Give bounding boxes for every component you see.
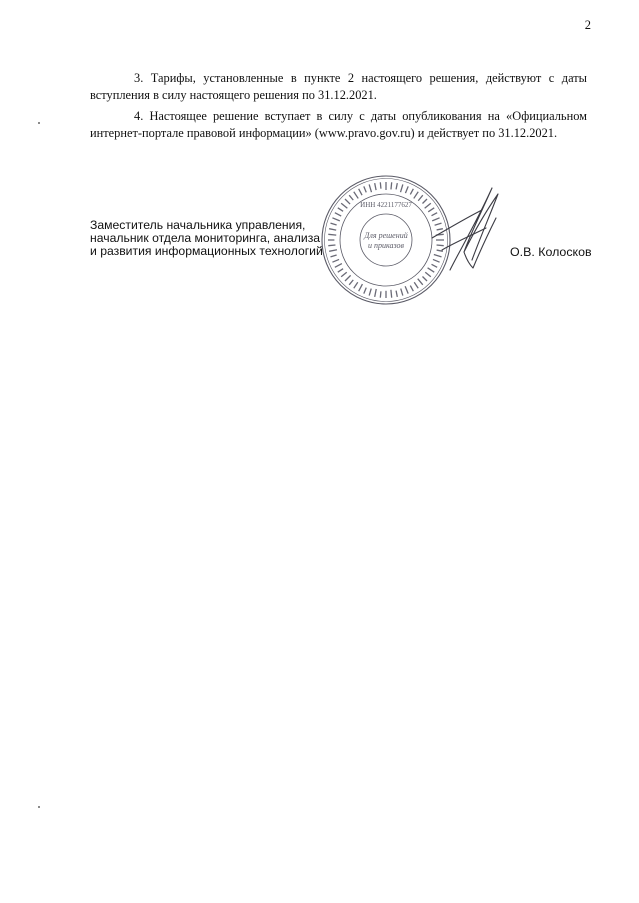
seal-ring-letter-mark: [418, 279, 423, 285]
seal-ring-letter-mark: [329, 250, 337, 252]
paragraph-4-wrapper: [90, 108, 587, 142]
scan-speck: [38, 806, 40, 808]
signatory-title-line-1: Заместитель начальника управления,: [90, 218, 306, 232]
seal-ring-letter-mark: [345, 199, 350, 204]
seal-ring-letter-mark: [396, 183, 397, 189]
seal-ring-letter-mark: [329, 229, 336, 230]
seal-ring-letter-mark: [391, 290, 392, 298]
seal-ring-letter-mark: [405, 286, 408, 293]
seal-ring-letter-mark: [405, 186, 408, 193]
signatory-title: [90, 219, 323, 258]
seal-ring-letter-mark: [338, 208, 343, 212]
seal-ring-letter-mark: [375, 183, 376, 190]
seal-ring-letter-mark: [414, 192, 418, 199]
scan-speck: [38, 122, 40, 124]
signatory-title-line-2: начальник отдела мониторинга, анализа: [90, 231, 321, 245]
seal-ring-letter-mark: [396, 291, 397, 297]
seal-ring-letter-mark: [380, 291, 381, 297]
seal-ring-letter-mark: [332, 218, 339, 221]
seal-ring-letter-mark: [349, 195, 353, 200]
seal-center-line-2: и приказов: [367, 241, 405, 250]
seal-ring-letter-mark: [410, 189, 413, 195]
seal-ring-letter-mark: [369, 289, 371, 296]
signatory-name: О.В. Колосков: [510, 245, 592, 259]
handwritten-signature: [420, 180, 508, 275]
seal-ring-letter-mark: [364, 288, 366, 294]
paragraph-4: 4. Настоящее решение вступает в силу с даты опубликования на «Официальном интернет-портале правовой информации» (www.pravo.gov.ru) и действует по 31.12.2021.: [90, 109, 587, 140]
seal-ring-letter-mark: [364, 186, 366, 192]
seal-ring-letter-mark: [332, 259, 339, 262]
seal-ring-letter-mark: [401, 184, 403, 192]
seal-ring-letter-mark: [422, 276, 427, 281]
seal-ring-letter-mark: [335, 213, 341, 216]
seal-ring-letter-mark: [328, 245, 335, 246]
seal-ring-letter-mark: [338, 269, 343, 273]
seal-ring-letter-mark: [345, 275, 351, 281]
seal-ring-letter-mark: [380, 182, 381, 188]
seal-ring-letter-mark: [349, 280, 353, 285]
paragraph-3-wrapper: [90, 70, 587, 104]
seal-ring-letter-mark: [354, 282, 358, 288]
seal-ring-letter-mark: [401, 289, 403, 296]
seal-ring-letter-mark: [330, 223, 336, 225]
seal-ring-letter-mark: [341, 272, 347, 277]
signatory-title-line-3: и развития информационных технологий: [90, 244, 323, 258]
seal-ring-letter-mark: [369, 184, 371, 192]
seal-ring-letter-mark: [335, 264, 342, 268]
seal-ring-letter-mark: [414, 282, 418, 288]
seal-ring-letter-mark: [341, 203, 347, 208]
seal-center-line-1: Для решений: [364, 231, 408, 240]
page-number: 2: [584, 18, 591, 32]
seal-ring-letter-mark: [375, 289, 377, 297]
seal-ring-letter-mark: [359, 284, 363, 291]
seal-ring-letter-mark: [328, 234, 336, 235]
seal-ring-letter-mark: [330, 255, 336, 257]
seal-ring-letter-mark: [391, 182, 392, 189]
seal-ring-letter-mark: [410, 286, 413, 292]
seal-ring-letter-mark: [359, 189, 362, 195]
seal-inn-text: ИНН 4221177627: [360, 201, 412, 209]
paragraph-3: 3. Тарифы, установленные в пункте 2 настоящего решения, действуют с даты вступления в силу настоящего решения по 31.12.2021.: [90, 71, 587, 102]
seal-ring-letter-mark: [354, 192, 358, 199]
